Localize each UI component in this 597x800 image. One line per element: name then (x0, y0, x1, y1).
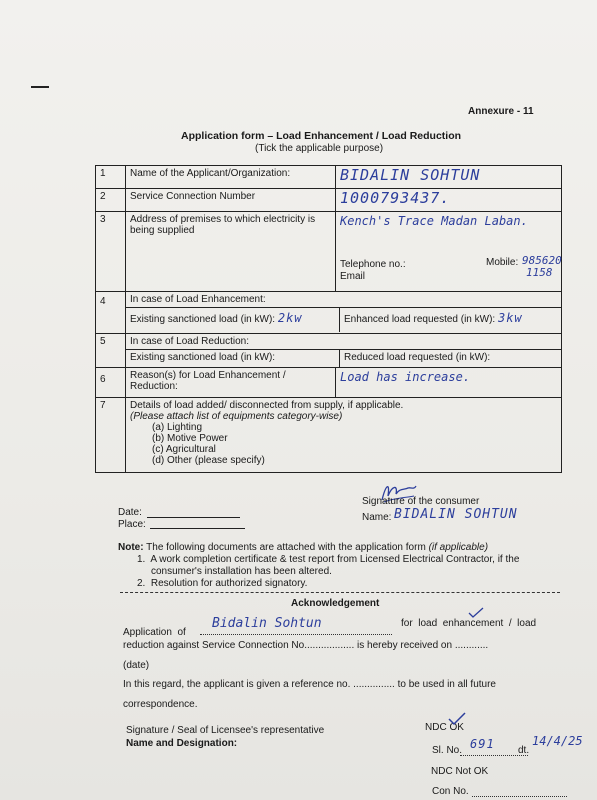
name-designation-label: Name and Designation: (126, 738, 238, 749)
row-number: 7 (96, 398, 126, 473)
load-details-note: (Please attach list of equipments category-wise) (130, 411, 343, 422)
enhanced-load-value: 3kw (497, 311, 523, 325)
note-text: The following documents are attached with the application form (146, 542, 426, 553)
service-connection-label: Service Connection Number (126, 189, 336, 212)
tick-mark-icon (447, 712, 467, 726)
existing-load-label-5: Existing sanctioned load (in kW): (126, 350, 340, 367)
applicant-name-label: Name of the Applicant/Organization: (126, 166, 336, 189)
form-title: Application form – Load Enhancement / Load Reduction (181, 130, 462, 142)
ack-line-1-end: for load enhancement / load (401, 618, 537, 629)
ack-line-2: reduction against Service Connection No.................. is hereby received on ............ (123, 640, 489, 651)
dt-value: 14/4/25 (532, 734, 583, 748)
mobile-label: Mobile: (486, 257, 519, 268)
enhanced-load-label: Enhanced load requested (in kW): (344, 314, 496, 325)
note-item-1-cont: consumer's installation has been altered. (151, 566, 332, 577)
sl-no-value: 691 (470, 737, 495, 751)
ack-applicant-name: Bidalin Sohtun (212, 616, 322, 631)
note-item-1: 1. A work completion certificate & test report from Licensed Electrical Contractor, if the (137, 554, 520, 565)
applicant-name-value: BIDALIN SOHTUN (340, 166, 481, 184)
row-number: 1 (96, 166, 126, 189)
consumer-name-value: BIDALIN SOHTUN (394, 507, 518, 522)
ack-line-5: correspondence. (123, 699, 198, 710)
reduced-load-label: Reduced load requested (in kW): (344, 352, 491, 363)
table-row-5 (96, 334, 562, 368)
load-details-label: Details of load added/ disconnected from supply, if applicable. (130, 400, 404, 411)
email-label: Email (340, 271, 366, 282)
load-category-item: (b) Motive Power (152, 433, 228, 444)
application-table (95, 165, 562, 473)
table-row-2 (96, 189, 562, 212)
service-connection-value: 1000793437. (340, 189, 451, 207)
signature-label: Signature of the consumer (362, 496, 480, 507)
enhancement-heading: In case of Load Enhancement: (130, 294, 266, 305)
ndc-not-ok-label: NDC Not OK (431, 766, 489, 777)
tick-mark-icon (468, 607, 484, 619)
reason-label: Reason(s) for Load Enhancement / Reduction: (126, 368, 336, 398)
consumer-name-label: Name: (362, 512, 392, 523)
sl-no-label: Sl. No. (432, 745, 463, 756)
mobile-value-cont: 1158 (526, 266, 553, 279)
margin-mark (31, 86, 49, 88)
row-number: 2 (96, 189, 126, 212)
dt-label: dt. (518, 745, 530, 756)
table-row-7 (96, 398, 562, 473)
form-subtitle: (Tick the applicable purpose) (255, 143, 384, 154)
table-row-3 (96, 212, 562, 292)
annexure-label: Annexure - 11 (468, 106, 534, 117)
row-number: 4 (96, 292, 126, 334)
address-value: Kench's Trace Madan Laban. (340, 214, 528, 228)
load-category-item: (d) Other (please specify) (152, 455, 265, 466)
row-number: 3 (96, 212, 126, 292)
ack-line-4: In this regard, the applicant is given a reference no. ............... to be used in all future (123, 679, 496, 690)
divider (120, 592, 560, 593)
ndc-ok-label: NDC OK (425, 722, 464, 733)
row-number: 5 (96, 334, 126, 368)
existing-load-label: Existing sanctioned load (in kW): (130, 314, 276, 325)
table-row-6 (96, 368, 562, 398)
row-number: 6 (96, 368, 126, 398)
date-label: Date: (118, 507, 142, 518)
note-label: Note: (118, 542, 144, 553)
load-category-item: (c) Agricultural (152, 444, 216, 455)
ack-line-1-start: Application of (123, 627, 186, 638)
table-row-1 (96, 166, 562, 189)
ack-line-3: (date) (123, 660, 150, 671)
con-no-label: Con No. (432, 786, 469, 797)
telephone-label: Telephone no.: (340, 259, 406, 270)
address-label: Address of premises to which electricity is being supplied (126, 212, 336, 292)
licensee-signature-label: Signature / Seal of Licensee's representative (126, 725, 325, 736)
reduction-heading: In case of Load Reduction: (130, 336, 249, 347)
note-item-2: 2. Resolution for authorized signatory. (137, 578, 308, 589)
mobile-value: 985620 (522, 254, 562, 267)
load-category-item: (a) Lighting (152, 422, 203, 433)
table-row-4 (96, 292, 562, 334)
acknowledgement-title: Acknowledgement (291, 598, 380, 609)
place-label: Place: (118, 519, 146, 530)
reason-value: Load has increase. (340, 370, 471, 384)
note-italic: (if applicable) (428, 542, 489, 553)
existing-load-value: 2kw (277, 311, 303, 325)
